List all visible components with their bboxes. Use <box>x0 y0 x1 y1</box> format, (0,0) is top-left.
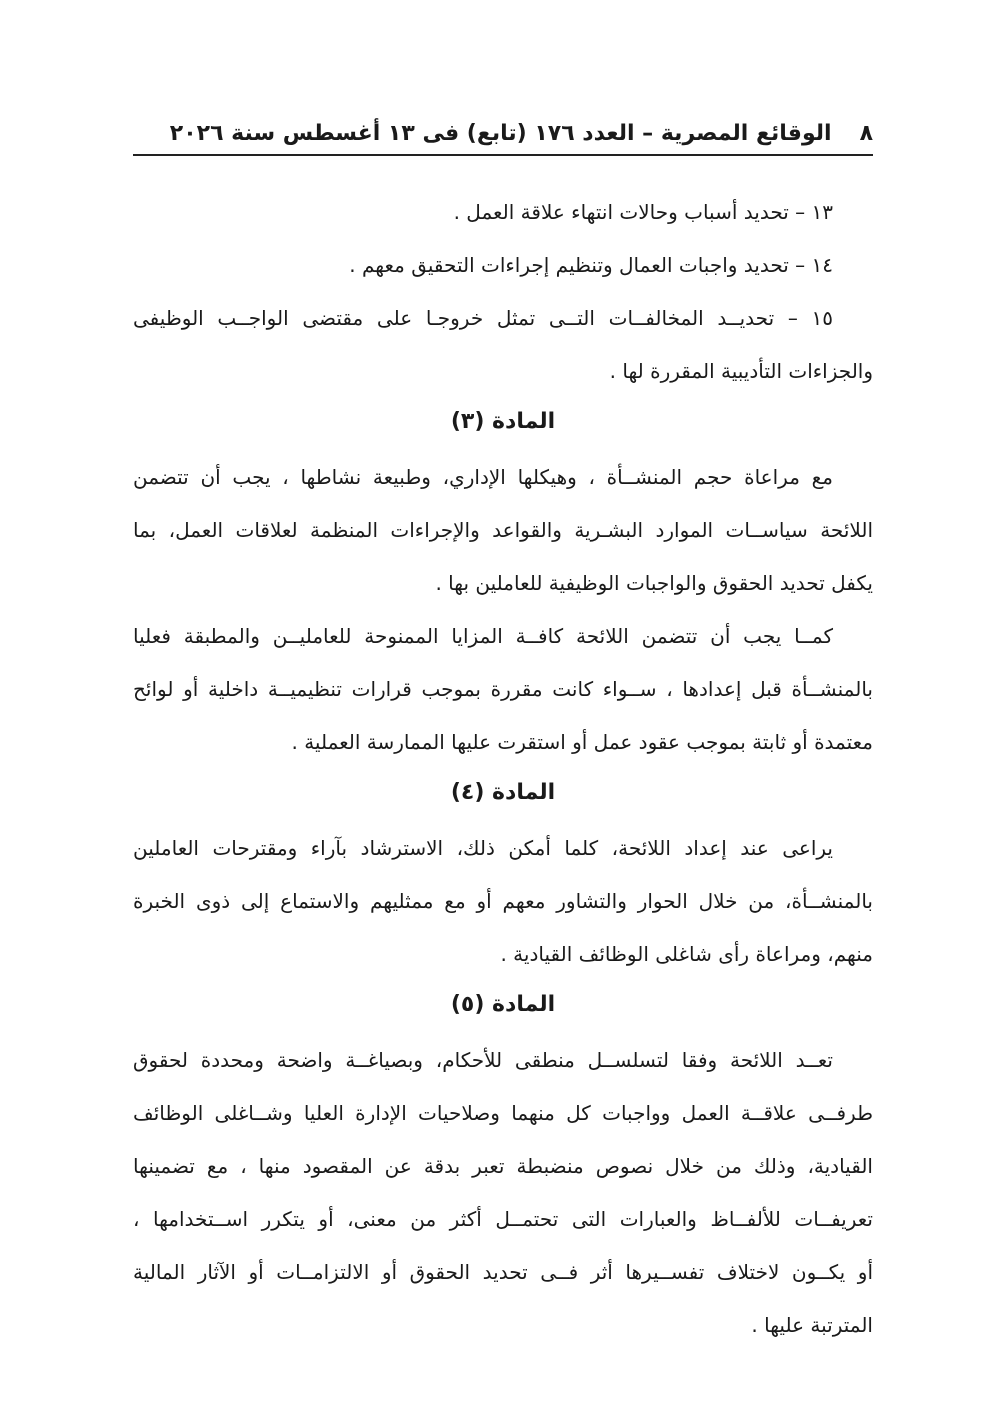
article-4-heading: المادة (٤) <box>450 780 556 805</box>
paragraph-line: يكفل تحديد الحقوق والواجبات الوظيفية للعاملين بها . <box>435 571 873 595</box>
paragraph-line: تعريفــات للألفــاظ والعبارات التى تحتمــل أكثر من معنى، أو يتكرر اســتخدامها ، <box>133 1207 873 1231</box>
paragraph-line: طرفــى علاقــة العمل وواجبات كل منهما وصلاحيات الإدارة العليا وشــاغلى الوظائف <box>133 1101 873 1125</box>
paragraph-line: اللائحة سياســات الموارد البشـرية والقواعد والإجراءات المنظمة لعلاقات العمل، بما <box>133 518 873 542</box>
header-title: الوقائع المصرية – العدد ١٧٦ (تابع) فى ١٣ أغسطس سنة ٢٠٢٦ <box>169 120 832 146</box>
paragraph-line: منهم، ومراعاة رأى شاغلى الوظائف القيادية . <box>500 942 873 966</box>
list-item-14: ١٤ – تحديد واجبات العمال وتنظيم إجراءات التحقيق معهم . <box>349 253 833 277</box>
paragraph-line: بالمنشــأة قبل إعدادها ، ســواء كانت مقررة بموجب قرارات تنظيميــة داخلية أو لوائح <box>133 677 873 701</box>
paragraph-line: تعــد اللائحة وفقا لتسلســل منطقى للأحكام، وبصياغــة واضحة ومحددة لحقوق <box>133 1048 833 1072</box>
document-body <box>133 186 873 1352</box>
list-item-15-continuation: والجزاءات التأديبية المقررة لها . <box>609 359 873 383</box>
page-number: ٨ <box>859 120 873 146</box>
page-header <box>133 112 873 156</box>
paragraph-line: المترتبة عليها . <box>751 1313 873 1337</box>
article-3-heading: المادة (٣) <box>450 409 556 434</box>
paragraph-line: مع مراعاة حجم المنشــأة ، وهيكلها الإداري، وطبيعة نشاطها ، يجب أن تتضمن <box>133 465 833 489</box>
list-item-13: ١٣ – تحديد أسباب وحالات انتهاء علاقة العمل . <box>453 200 833 224</box>
paragraph-line: أو يكــون لاختلاف تفســيرها أثر فــى تحديد الحقوق أو الالتزامــات أو الآثار المالية <box>133 1260 873 1284</box>
paragraph-line: كمــا يجب أن تتضمن اللائحة كافــة المزايا الممنوحة للعامليــن والمطبقة فعليا <box>133 624 833 648</box>
paragraph-line: بالمنشــأة، من خلال الحوار والتشاور معهم أو مع ممثليهم والاستماع إلى ذوى الخبرة <box>133 889 873 913</box>
paragraph-line: معتمدة أو ثابتة بموجب عقود عمل أو استقرت عليها الممارسة العملية . <box>291 730 873 754</box>
paragraph-line: القيادية، وذلك من خلال نصوص منضبطة تعبر بدقة عن المقصود منها ، مع تضمينها <box>133 1154 873 1178</box>
paragraph-line: يراعى عند إعداد اللائحة، كلما أمكن ذلك، الاسترشاد بآراء ومقترحات العاملين <box>133 836 833 860</box>
list-item-15: ١٥ – تحديــد المخالفــات التــى تمثل خروجـا على مقتضى الواجــب الوظيفى <box>133 306 833 330</box>
article-5-heading: المادة (٥) <box>450 992 556 1017</box>
